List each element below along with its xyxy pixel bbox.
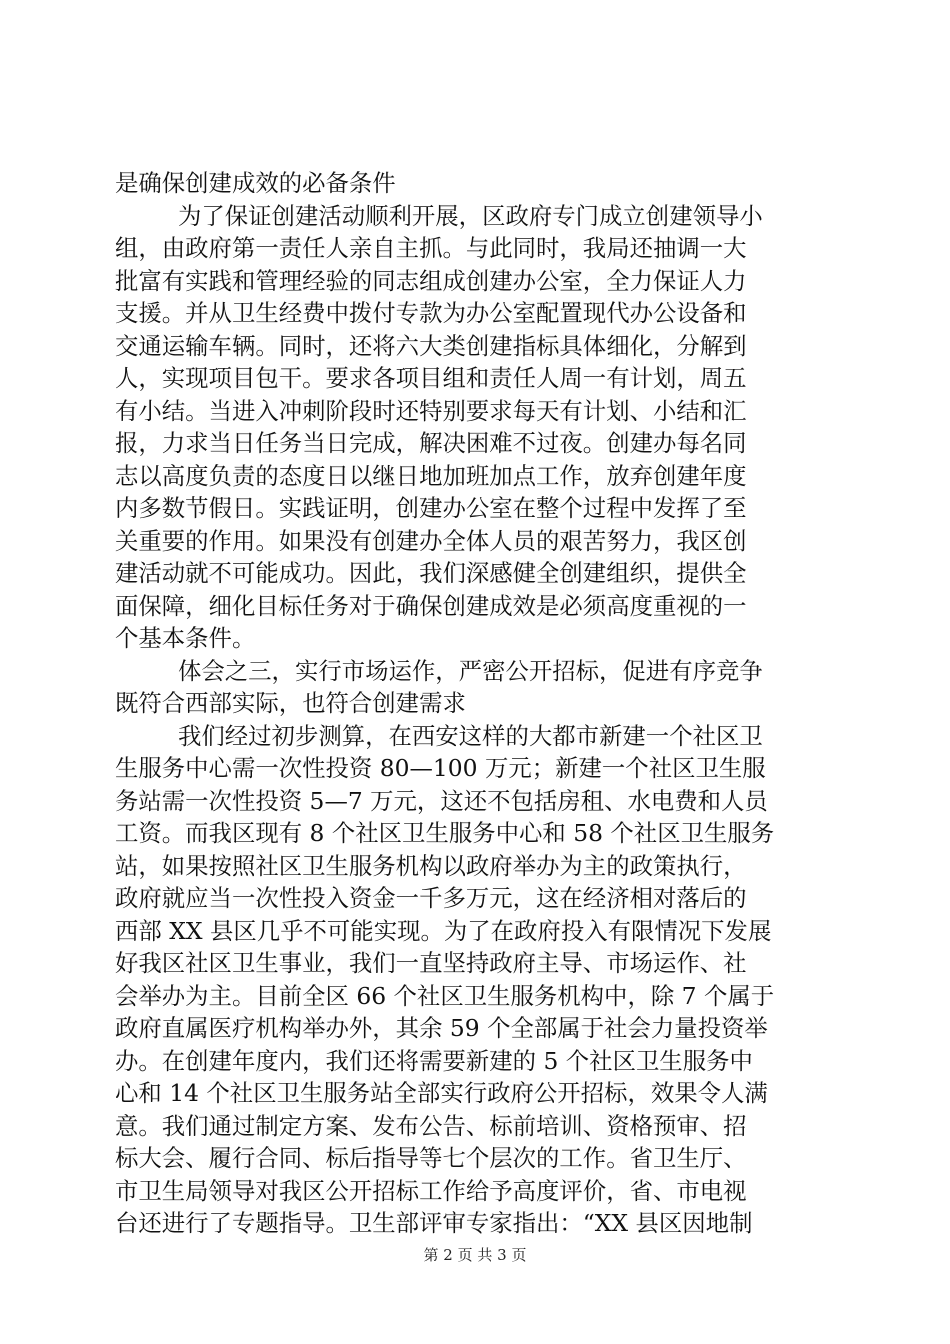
text-line: 工资。而我区现有 8 个社区卫生服务中心和 58 个社区卫生服务 [115,819,775,847]
text-line: 政府直属医疗机构举办外，其余 59 个全部属于社会力量投资举 [115,1014,768,1042]
text-line: 会举办为主。目前全区 66 个社区卫生服务机构中，除 7 个属于 [115,981,775,1010]
text-line: 关重要的作用。如果没有创建办全体人员的艰苦努力，我区创 [115,526,747,555]
text-line: 好我区社区卫生事业，我们一直坚持政府主导、市场运作、社 [115,949,747,977]
text-line: 内多数节假日。实践证明，创建办公室在整个过程中发挥了至 [115,494,747,522]
text-line: 批富有实践和管理经验的同志组成创建办公室，全力保证人力 [115,266,747,295]
text-line: 交通运输车辆。同时，还将六大类创建指标具体细化，分解到 [115,331,747,360]
text-line: 支援。并从卫生经费中拨付专款为办公室配置现代办公设备和 [115,299,747,327]
text-line: 心和 14 个社区卫生服务站全部实行政府公开招标，效果令人满 [115,1079,768,1107]
text-line: 生服务中心需一次性投资 80—100 万元；新建一个社区卫生服 [115,754,766,782]
text-line: 是确保创建成效的必备条件 [115,169,396,197]
body-text [115,167,835,1240]
text-line: 政府就应当一次性投入资金一千多万元，这在经济相对落后的 [115,884,747,912]
text-line: 志以高度负责的态度日以继日地加班加点工作，放弃创建年度 [115,461,747,490]
text-line: 台还进行了专题指导。卫生部评审专家指出：“XX 县区因地制 [115,1209,753,1237]
text-line: 我们经过初步测算，在西安这样的大都市新建一个社区卫 [178,721,763,750]
text-line: 站，如果按照社区卫生服务机构以政府举办为主的政策执行， [115,851,747,880]
text-line: 组，由政府第一责任人亲自主抓。与此同时，我局还抽调一大 [115,234,747,262]
text-line: 人，实现项目包干。要求各项目组和责任人周一有计划，周五 [115,364,747,392]
page-footer: 第 2 页 共 3 页 [423,1246,527,1264]
text-line: 市卫生局领导对我区公开招标工作给予高度评价，省、市电视 [115,1176,747,1205]
text-line: 标大会、履行合同、标后指导等七个层次的工作。省卫生厅、 [115,1144,747,1172]
text-line: 报，力求当日任务当日完成，解决困难不过夜。创建办每名同 [115,429,747,457]
text-line: 面保障，细化目标任务对于确保创建成效是必须高度重视的一 [115,591,747,620]
text-line: 个基本条件。 [115,624,256,652]
text-line: 西部 XX 县区几乎不可能实现。为了在政府投入有限情况下发展 [115,916,772,945]
text-line: 体会之三，实行市场运作，严密公开招标，促进有序竞争 [178,656,763,685]
text-line: 为了保证创建活动顺利开展，区政府专门成立创建领导小 [178,201,763,230]
text-line: 既符合西部实际，也符合创建需求 [115,689,466,717]
text-line: 有小结。当进入冲刺阶段时还特别要求每天有计划、小结和汇 [115,396,747,425]
text-line: 意。我们通过制定方案、发布公告、标前培训、资格预审、招 [115,1111,747,1140]
text-line: 务站需一次性投资 5—7 万元，这还不包括房租、水电费和人员 [115,786,768,815]
text-line: 办。在创建年度内，我们还将需要新建的 5 个社区卫生服务中 [115,1046,753,1075]
text-line: 建活动就不可能成功。因此，我们深感健全创建组织，提供全 [115,559,747,587]
